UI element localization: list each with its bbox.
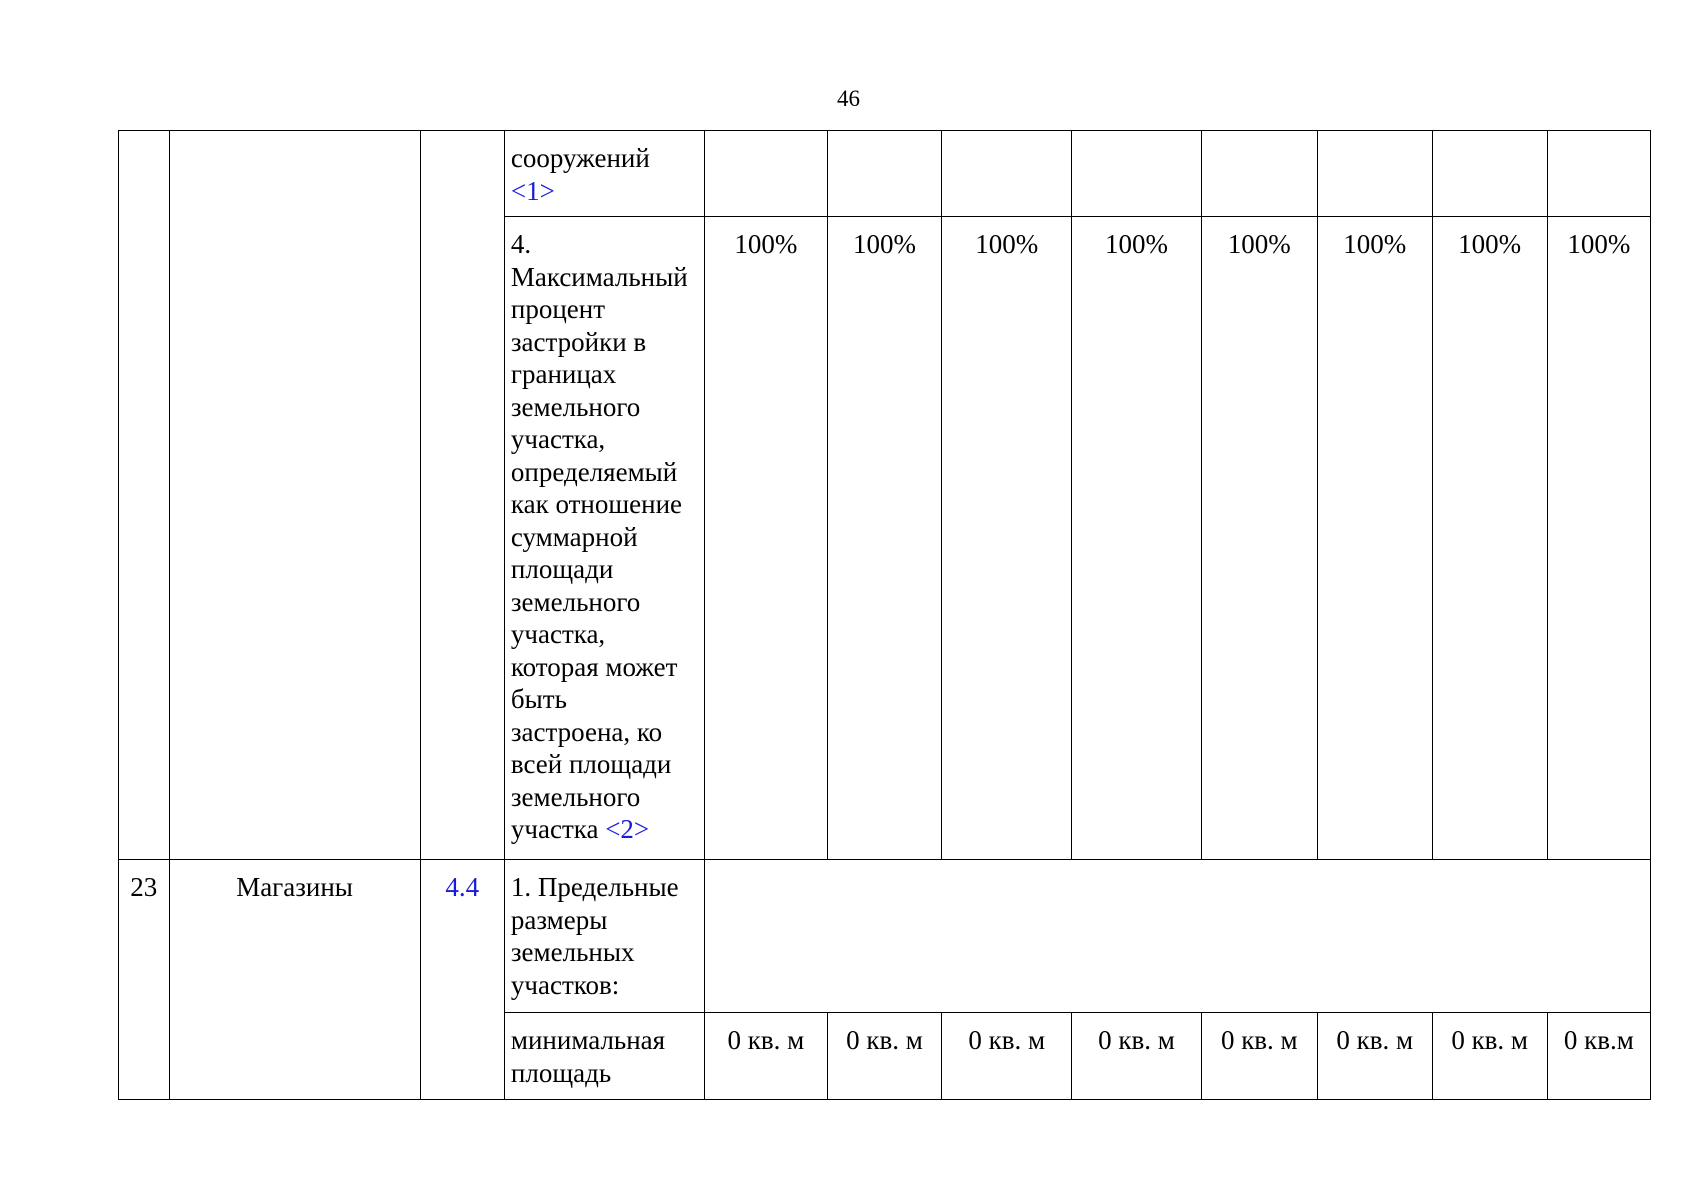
cell-value: [1072, 217, 1202, 860]
value-text: 100%: [1567, 229, 1631, 259]
cell-value: [1432, 1013, 1547, 1100]
use-name: Магазины: [236, 872, 353, 902]
cell-parameter-label: [504, 1013, 704, 1100]
value-text: 0 кв. м: [968, 1025, 1046, 1055]
cell-parameter-label: [504, 217, 704, 860]
cell-use-name: [169, 860, 420, 1100]
cell-value: [1317, 131, 1432, 217]
cell-value: [827, 1013, 942, 1100]
parameter-label-text: 4. Максимальный процент застройки в границах земельного участка, определяемый как отношение суммарной площади земельного участка, которая может быть застроена, ко всей площади земельного участка: [510, 229, 688, 844]
footnote-link-2[interactable]: <2>: [605, 814, 650, 844]
cell-value: [705, 131, 827, 217]
value-text: 0 кв. м: [1220, 1025, 1298, 1055]
cell-value: [942, 217, 1072, 860]
value-text: 100%: [975, 229, 1039, 259]
cell-value: [705, 1013, 827, 1100]
value-text: 0 кв.м: [1563, 1025, 1634, 1055]
cell-value: [1201, 217, 1317, 860]
value-text: 100%: [734, 229, 798, 259]
cell-value: [827, 131, 942, 217]
value-text: 0 кв. м: [846, 1025, 923, 1055]
cell-number-empty: [119, 131, 170, 860]
value-text: 100%: [1458, 229, 1522, 259]
cell-value: [1432, 131, 1547, 217]
cell-value: [942, 131, 1072, 217]
cell-value: [1547, 217, 1650, 860]
parameter-label-text: 1. Предельные размеры земельных участков:: [510, 872, 679, 1000]
cell-value: [1317, 1013, 1432, 1100]
value-text: 100%: [1343, 229, 1407, 259]
cell-value: [1317, 217, 1432, 860]
cell-value: [1072, 131, 1202, 217]
value-text: 0 кв. м: [727, 1025, 805, 1055]
cell-row-number: [119, 860, 170, 1100]
value-text: 0 кв. м: [1336, 1025, 1414, 1055]
value-text: 0 кв. м: [1451, 1025, 1529, 1055]
cell-value: [1201, 1013, 1317, 1100]
value-text: 100%: [1227, 229, 1291, 259]
value-text: 100%: [1104, 229, 1168, 259]
use-code-link[interactable]: 4.4: [445, 872, 480, 902]
cell-value: [1547, 131, 1650, 217]
parameter-label-text: минимальная площадь: [510, 1025, 666, 1088]
cell-use-code: [420, 860, 504, 1100]
footnote-link-1[interactable]: <1>: [510, 175, 555, 206]
value-text: 0 кв. м: [1098, 1025, 1175, 1055]
cell-value: [942, 1013, 1072, 1100]
table-row-shops: [119, 860, 1651, 1013]
cell-value: [1432, 217, 1547, 860]
cell-value: [1547, 1013, 1650, 1100]
cell-name-empty: [169, 131, 420, 860]
cell-parameter-label: [504, 860, 704, 1013]
cell-value: [827, 217, 942, 860]
cell-code-empty: [420, 131, 504, 860]
cell-value: [705, 217, 827, 860]
row-number: 23: [130, 872, 158, 902]
table-row-continuation: [119, 131, 1651, 217]
regulations-table: [118, 130, 1651, 1100]
cell-value: [1072, 1013, 1202, 1100]
cell-value: [1201, 131, 1317, 217]
value-text: 100%: [852, 229, 916, 259]
parameter-label-text: сооружений: [510, 143, 650, 173]
page-number: 46: [837, 86, 860, 111]
cell-parameter-label: [504, 131, 704, 217]
cell-merged-empty: [705, 860, 1651, 1013]
